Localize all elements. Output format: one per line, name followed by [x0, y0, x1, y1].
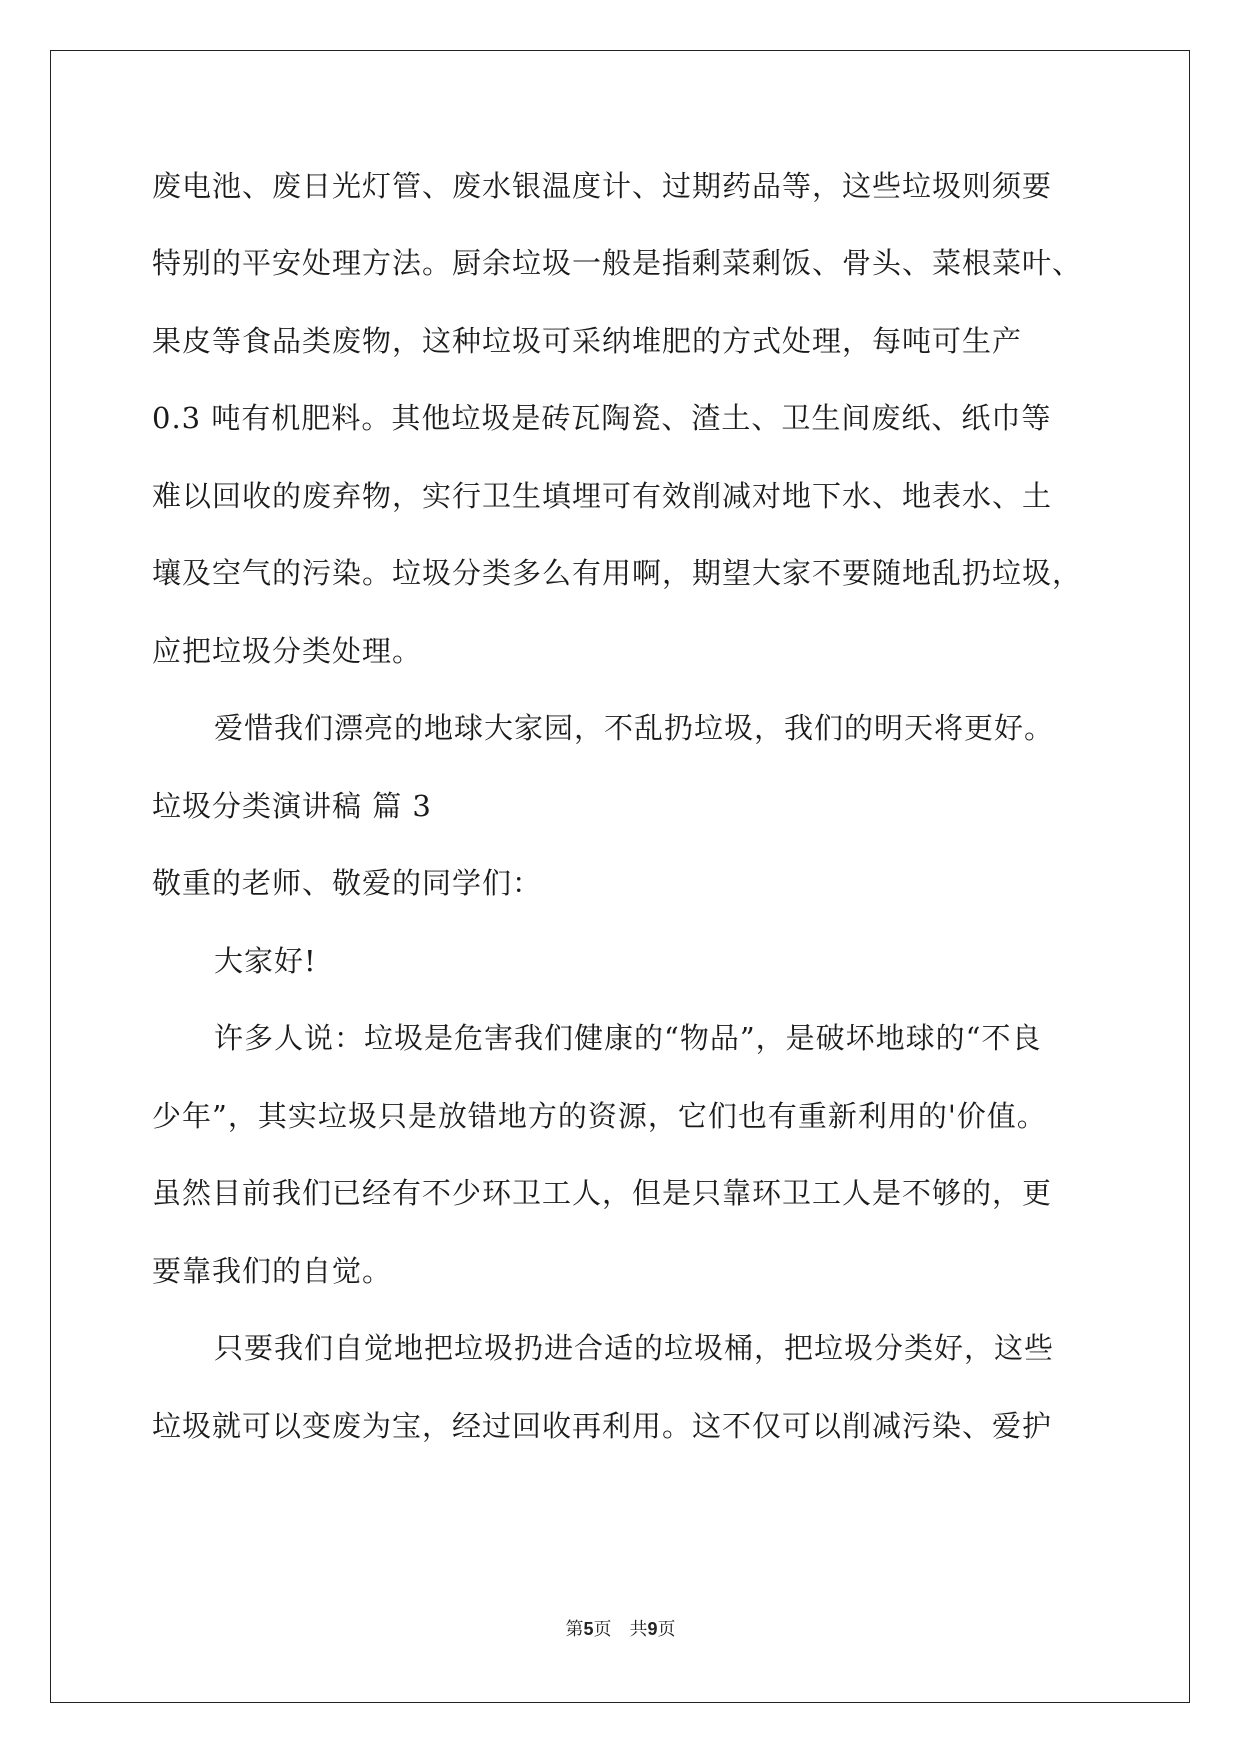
salutation: 敬重的老师、敬爱的同学们： — [152, 866, 543, 900]
body-line-13: 少年”，其实垃圾只是放错地方的资源，它们也有重新利用的'价值。 — [152, 1099, 1047, 1133]
total-pages-number: 9 — [647, 1619, 658, 1639]
footer-prefix: 第 — [565, 1619, 584, 1640]
body-line-17: 垃圾就可以变废为宝，经过回收再利用。这不仅可以削减污染、爱护 — [152, 1409, 1053, 1443]
body-line-12: 许多人说：垃圾是危害我们健康的“物品”，是破坏地球的“不良 — [214, 1021, 1042, 1055]
body-line-8: 爱惜我们漂亮的地球大家园，不乱扔垃圾，我们的明天将更好。 — [214, 711, 1055, 745]
body-line-7: 应把垃圾分类处理。 — [152, 634, 423, 668]
body-line-14: 虽然目前我们已经有不少环卫工人，但是只靠环卫工人是不够的，更 — [152, 1176, 1053, 1210]
body-line-16: 只要我们自觉地把垃圾扔进合适的垃圾桶，把垃圾分类好，这些 — [214, 1331, 1055, 1365]
body-line-1: 废电池、废日光灯管、废水银温度计、过期药品等，这些垃圾则须要 — [152, 169, 1053, 203]
page-number-footer — [0, 1617, 1241, 1642]
greeting: 大家好! — [214, 944, 317, 978]
body-line-5: 难以回收的废弃物，实行卫生填埋可有效削减对地下水、地表水、土 — [152, 479, 1053, 513]
body-line-2: 特别的平安处理方法。厨余垃圾一般是指剩菜剩饭、骨头、菜根菜叶、 — [152, 246, 1083, 280]
body-line-3: 果皮等食品类废物，这种垃圾可采纳堆肥的方式处理，每吨可生产 — [152, 324, 1023, 358]
body-line-15: 要靠我们的自觉。 — [152, 1254, 393, 1288]
body-line-6: 壤及空气的污染。垃圾分类多么有用啊，期望大家不要随地乱扔垃圾， — [152, 556, 1083, 590]
section-heading: 垃圾分类演讲稿 篇 3 — [152, 789, 432, 823]
body-line-4: 0.3 吨有机肥料。其他垃圾是砖瓦陶瓷、渣土、卫生间废纸、纸巾等 — [152, 401, 1052, 435]
current-page-number: 5 — [583, 1619, 594, 1639]
footer-suffix: 页 — [657, 1619, 676, 1640]
footer-mid: 页 共 — [593, 1619, 648, 1640]
